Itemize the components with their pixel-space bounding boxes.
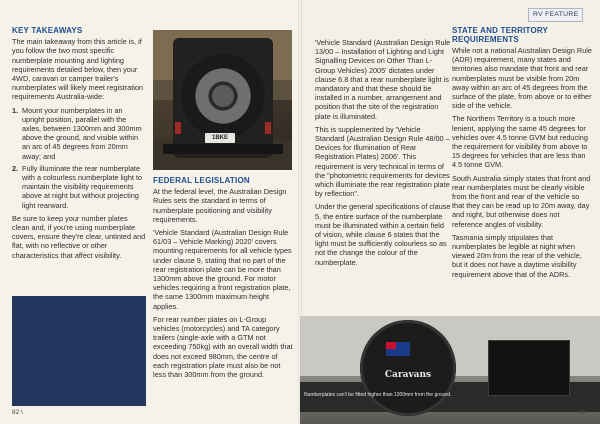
state-territory-column <box>452 26 592 283</box>
paragraph: For rear number plates on L-Group vehicles (motorcycles) and TA category trailers (single-axle with a GTM not exceeding 750kg) with an overall width that does not exceed 980mm, the centre of each registration plate must also be not less than 300mm from the ground. <box>153 314 293 380</box>
section-tag: RV FEATURE <box>528 8 583 22</box>
paragraph: This is supplemented by 'Vehicle Standard (Australian Design Rule 48/00 – Devices for Illumination of Rear Registration Plates) 2006'. This requirement is very technical in terms of the "photometric requirements for devices which illuminate the rear registration plate by reflection". <box>315 124 450 199</box>
list-text: Fully illuminate the rear numberplate with a colourless numberplate light to maintain the visibility requirements above at night but without projecting light rearward. <box>22 163 143 210</box>
rear-bumper <box>163 144 283 154</box>
page-number-right: 83 <box>578 409 586 416</box>
paragraph: 'Vehicle Standard (Australian Design Rule 61/03 – Vehicle Marking) 2020' covers mounting requirements for all vehicle types under clause 9, stating that no part of the rear registration plate can be more than 1300mm above the ground. For motor vehicles requiring a front registration plate, the same 1300mm maximum height applies. <box>153 228 292 311</box>
australian-flag-icon <box>386 342 410 356</box>
key-takeaways-heading: KEY TAKEAWAYS <box>12 26 83 35</box>
heading-line: REQUIREMENTS <box>452 35 519 44</box>
paragraph: Tasmania simply stipulates that numberplates be legible at night when viewed 20m from the rear of the vehicle, but it does not have a daytime visibility requirement above that of the ADRs. <box>452 232 582 279</box>
state-territory-heading <box>452 26 592 44</box>
paragraph: While not a national Australian Design Rule (ADR) requirement, many states and territories also mandate that front and rear numberplates must be visible from 20m away within an arc of 45 degrees from the surface of the plate, from above or to either side of the vehicle. <box>452 46 592 111</box>
list-number: 2. <box>12 163 19 173</box>
federal-legislation-column <box>153 176 293 383</box>
paragraph: At the federal level, the Australian Design Rules sets the standard in terms of numberplate positioning and visibility requirements. <box>153 187 287 224</box>
paragraph: Under the general specifications of clause 5, the entire surface of the numberplate must be illuminated within a certain field of vision, while clause 6 states that the light must be sufficiently colourless so as not the change the colour of the numberplate. <box>315 202 451 267</box>
numberplate: 1BKE <box>205 133 235 143</box>
caravan-spare-wheel-photo <box>300 316 600 424</box>
photo-caption: Numberplates can't be fitted higher than 1300mm from the ground. <box>304 392 452 398</box>
rear-4wd-photo <box>153 30 292 170</box>
paragraph: The Northern Territory is a touch more lenient, applying the same 45 degrees for vehicles over 4.5 tonne GVM but reducing the requirement for visibility from above to 15 degrees for vehicles that are less than 4.5 tonne GVM. <box>452 114 588 170</box>
tail-light <box>265 122 271 134</box>
spare-wheel-cover <box>360 320 456 416</box>
spare-tire <box>181 54 265 138</box>
tail-light <box>175 122 181 134</box>
toolbox <box>488 340 570 396</box>
heading-line: STATE AND TERRITORY <box>452 26 549 35</box>
paragraph: 'Vehicle Standard (Australian Design Rule 13/00 – Installation of Lighting and Light Signalling Devices on Other Than L-Group Vehicles) 2005' dictates under clause 6.8 that a rear numberplate light is mandatory and that these should be installed in a number, arrangement and position that the site of the registration plate is illuminated. <box>315 38 451 121</box>
list-item <box>12 106 146 161</box>
paragraph: South Australia simply states that front and rear numberplates must be clearly visible from the front and rear of the vehicle so that they can be read up to 20m away, day and night, but otherwise does not reference angles of visibility. <box>452 173 591 229</box>
decorative-navy-block <box>12 296 146 406</box>
federal-legislation-heading: FEDERAL LEGISLATION <box>153 176 250 185</box>
list-number: 1. <box>12 105 19 115</box>
key-takeaways-outro: Be sure to keep your number plates clean and, if you're using numberplate covers, ensure they're clear, untinted and flat, with no reflective or other characteristics that affect visibility. <box>12 213 146 260</box>
key-takeaways-intro: The main takeaway from this article is, if you follow the two most specific numberplate mounting and lighting requirements detailed below, then your 4WD, caravan or camper trailer's numberplates will likely meet registration requirements Australia-wide: <box>12 37 143 102</box>
list-item <box>12 164 146 210</box>
key-takeaways-list <box>12 106 146 210</box>
list-text: Mount your numberplates in an upright position, parallel with the axles, between 1300mm and 300mm above the ground, and visible within an arc of 45 degrees from 20mm away; and <box>22 105 142 161</box>
cover-brand-text: Caravans <box>384 370 432 380</box>
page-number-left: 82 \ <box>12 409 23 416</box>
adr-lighting-column <box>315 38 451 271</box>
key-takeaways-column <box>12 26 146 264</box>
